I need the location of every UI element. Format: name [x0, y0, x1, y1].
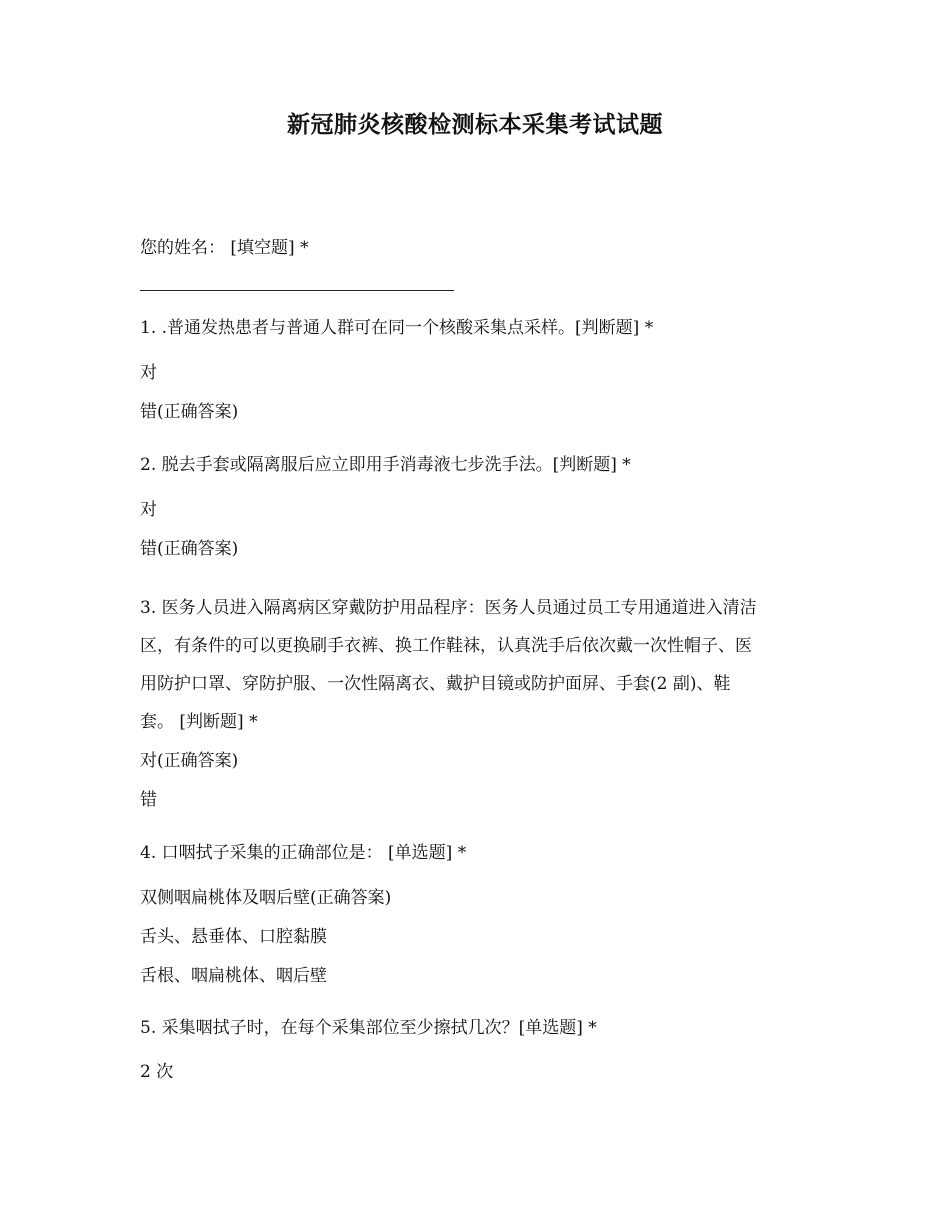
question-4-option-2[interactable]: 舌头、悬垂体、口腔黏膜: [140, 927, 327, 947]
question-4-option-3[interactable]: 舌根、咽扁桃体、咽后壁: [140, 966, 327, 986]
question-3-line-4: 套。 [判断题] *: [140, 712, 258, 732]
question-2-option-1[interactable]: 对: [140, 500, 157, 520]
question-2-text: 2. 脱去手套或隔离服后应立即用手消毒液七步洗手法。[判断题] *: [140, 455, 631, 475]
question-3-line-3: 用防护口罩、穿防护服、一次性隔离衣、戴护目镜或防护面屏、手套(2 副)、鞋: [140, 674, 731, 694]
question-3-text: [140, 589, 830, 741]
question-3-option-1[interactable]: 对(正确答案): [140, 751, 239, 771]
question-1-option-1[interactable]: 对: [140, 363, 157, 383]
question-2-option-2[interactable]: 错(正确答案): [140, 539, 239, 559]
question-4-option-1[interactable]: 双侧咽扁桃体及咽后壁(正确答案): [140, 888, 392, 908]
question-1-text: 1. .普通发热患者与普通人群可在同一个核酸采集点采样。[判断题] *: [140, 318, 654, 338]
name-blank-line[interactable]: [140, 290, 454, 291]
question-3-option-2[interactable]: 错: [140, 790, 157, 810]
document-title: 新冠肺炎核酸检测标本采集考试试题: [287, 111, 663, 138]
name-field-label: 您的姓名： [填空题] *: [140, 238, 309, 258]
question-5-text: 5. 采集咽拭子时，在每个采集部位至少擦拭几次？[单选题] *: [140, 1018, 597, 1038]
question-5-option-1[interactable]: 2 次: [140, 1062, 174, 1082]
question-4-text: 4. 口咽拭子采集的正确部位是： [单选题] *: [140, 843, 467, 863]
question-3-line-1: 3. 医务人员进入隔离病区穿戴防护用品程序：医务人员通过员工专用通道进入清洁: [140, 598, 757, 618]
question-1-option-2[interactable]: 错(正确答案): [140, 402, 239, 422]
question-3-line-2: 区，有条件的可以更换刷手衣裤、换工作鞋袜，认真洗手后依次戴一次性帽子、医: [140, 636, 752, 656]
